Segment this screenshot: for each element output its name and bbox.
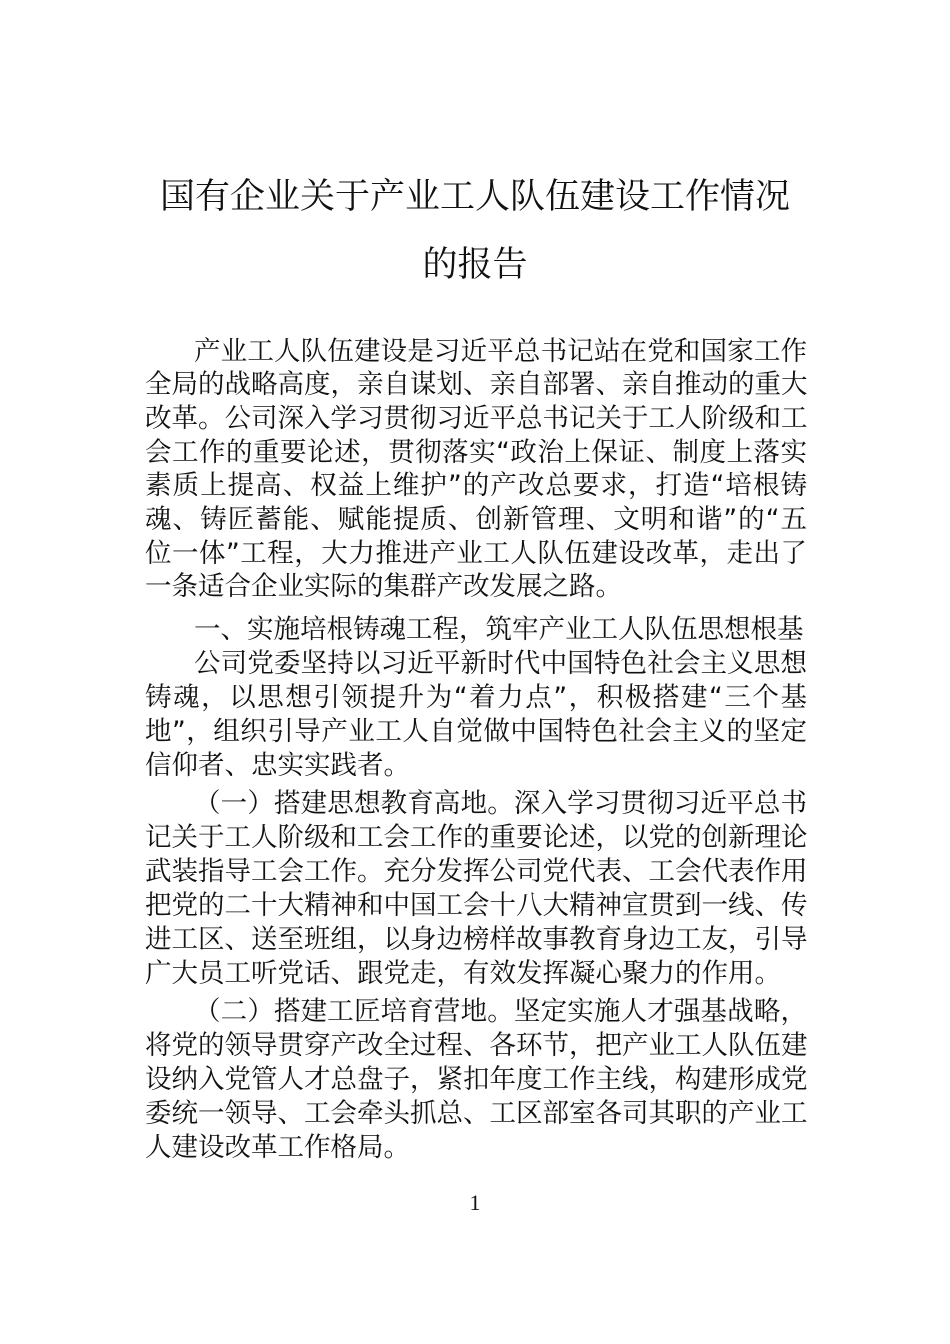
text-line: 设纳入党管人才总盘子，紧扣年度工作主线，构建形成党 — [145, 1064, 808, 1095]
text-line: （一）搭建思想教育高地。深入学习贯彻习近平总书 — [194, 788, 807, 819]
text-line: 记关于工人阶级和工会工作的重要论述，以党的创新理论 — [145, 822, 808, 853]
page-number: 1 — [469, 1190, 481, 1215]
text-line: 魂、铸匠蓄能、赋能提质、创新管理、文明和谐”的“五 — [145, 504, 807, 535]
text-line: 把党的二十大精神和中国工会十八大精神宣贯到一线、传 — [145, 890, 808, 921]
text-line: 改革。公司深入学习贯彻习近平总书记关于工人阶级和工 — [145, 403, 808, 434]
text-line: 公司党委坚持以习近平新时代中国特色社会主义思想 — [194, 648, 807, 679]
text-line: 进工区、送至班组，以身边榜样故事教育身边工友，引导 — [145, 924, 808, 955]
text-line: 素质上提高、权益上维护”的产改总要求，打造“培根铸 — [145, 470, 807, 501]
text-line: 信仰者、忠实实践者。 — [145, 750, 410, 781]
text-line: 人建设改革工作格局。 — [145, 1132, 410, 1163]
text-line: 铸魂，以思想引领提升为“着力点”，积极搭建“三个基 — [145, 682, 807, 713]
section-heading-1: 一、实施培根铸魂工程，筑牢产业工人队伍思想根基 — [194, 614, 804, 645]
document-title-line-1: 国有企业关于产业工人队伍建设工作情况 — [159, 177, 790, 217]
text-line: 委统一领导、工会牵头抓总、工区部室各司其职的产业工 — [145, 1098, 808, 1129]
text-line: 产业工人队伍建设是习近平总书记站在党和国家工作 — [194, 336, 807, 367]
text-line: 位一体”工程，大力推进产业工人队伍建设改革，走出了 — [145, 538, 807, 569]
text-line: 武装指导工会工作。充分发挥公司党代表、工会代表作用 — [145, 856, 808, 887]
text-line: 将党的领导贯穿产改全过程、各环节，把产业工人队伍建 — [145, 1030, 808, 1061]
text-line: 一条适合企业实际的集群产改发展之路。 — [145, 571, 622, 602]
document-title-line-2: 的报告 — [422, 245, 528, 285]
text-line: 全局的战略高度，亲自谋划、亲自部署、亲自推动的重大 — [145, 369, 808, 400]
text-line: （二）搭建工匠培育营地。坚定实施人才强基战略， — [194, 996, 807, 1027]
text-line: 广大员工听党话、跟党走，有效发挥凝心聚力的作用。 — [145, 958, 781, 989]
text-line: 会工作的重要论述，贯彻落实“政治上保证、制度上落实 — [145, 437, 807, 468]
text-line: 地”，组织引导产业工人自觉做中国特色社会主义的坚定 — [145, 716, 807, 747]
